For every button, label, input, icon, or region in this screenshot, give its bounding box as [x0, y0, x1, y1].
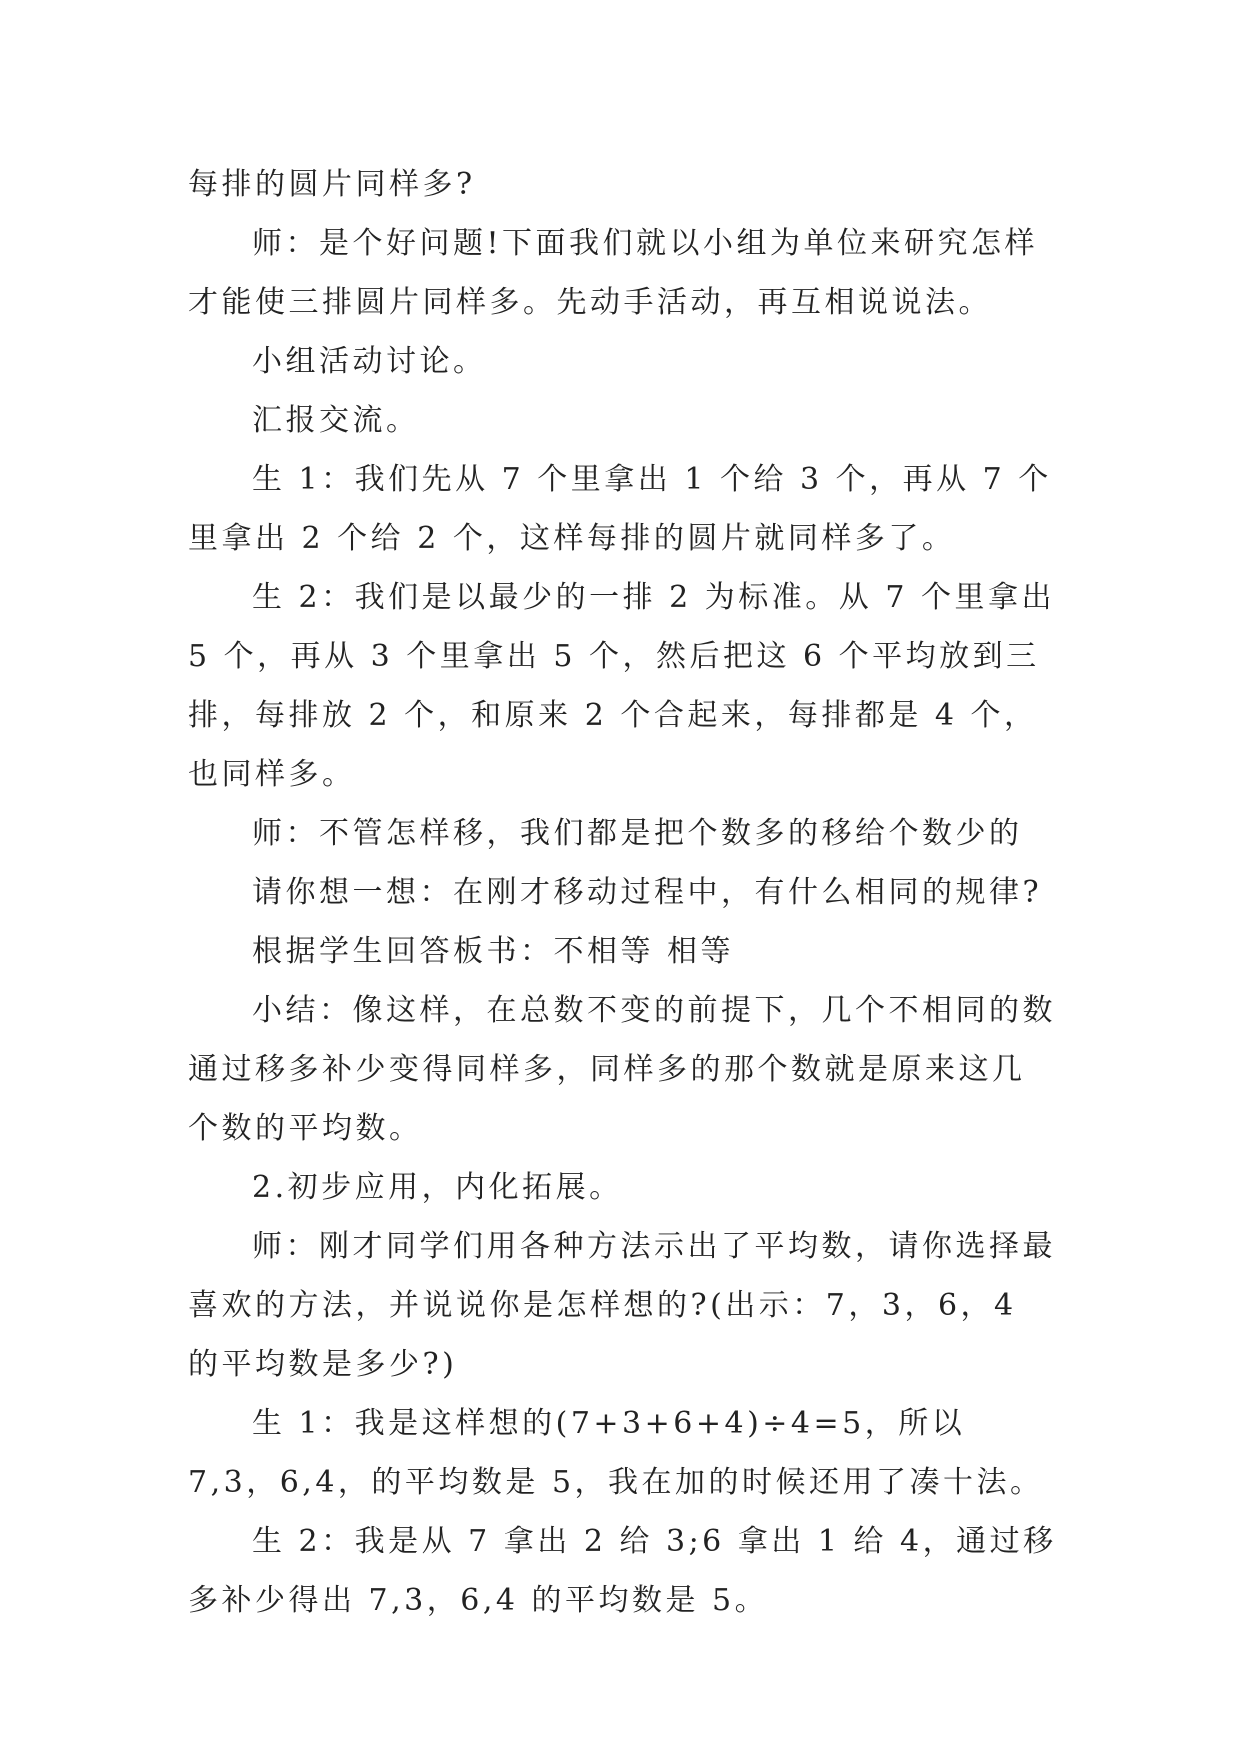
paragraph-board-notes: 根据学生回答板书：不相等 相等: [252, 934, 735, 969]
paragraph-student-2: 生 2：我们是以最少的一排 2 为标准。从 7 个里拿出 5 个，再从 3 个里拿出 5 个，然后把这 6 个平均放到三排，每排放 2 个，和原来 2 个合起来，每排都是 4 个，也同样多。: [188, 580, 1055, 792]
paragraph-student-1-answer: 生 1：我是这样想的(7+3+6+4)÷4=5，所以 7,3，6,4，的平均数是 5，我在加的时候还用了凑十法。: [188, 1406, 1044, 1500]
paragraph-report: 汇报交流。: [252, 403, 420, 438]
paragraph-conclusion: 小结：像这样，在总数不变的前提下，几个不相同的数通过移多补少变得同样多，同样多的那个数就是原来这几个数的平均数。: [188, 993, 1056, 1146]
document-body: [188, 155, 1058, 1630]
paragraph-question-continuation: 每排的圆片同样多?: [188, 167, 476, 202]
paragraph-teacher-summary: 师：不管怎样移，我们都是把个数多的移给个数少的: [252, 816, 1023, 851]
paragraph-group-activity: 小组活动讨论。: [252, 344, 487, 379]
paragraph-section-heading: 2.初步应用，内化拓展。: [252, 1170, 623, 1205]
paragraph-teacher-exercise: 师：刚才同学们用各种方法示出了平均数，请你选择最喜欢的方法，并说说你是怎样想的?(出示：7，3，6，4 的平均数是多少?): [188, 1229, 1056, 1382]
paragraph-teacher-prompt: 师：是个好问题!下面我们就以小组为单位来研究怎样才能使三排圆片同样多。先动手活动，再互相说说法。: [188, 226, 1039, 320]
paragraph-student-1: 生 1：我们先从 7 个里拿出 1 个给 3 个，再从 7 个里拿出 2 个给 2 个，这样每排的圆片就同样多了。: [188, 462, 1052, 556]
paragraph-think-question: 请你想一想：在刚才移动过程中，有什么相同的规律?: [252, 875, 1043, 910]
paragraph-student-2-answer: 生 2：我是从 7 拿出 2 给 3;6 拿出 1 给 4，通过移多补少得出 7,3，6,4 的平均数是 5。: [188, 1524, 1057, 1618]
